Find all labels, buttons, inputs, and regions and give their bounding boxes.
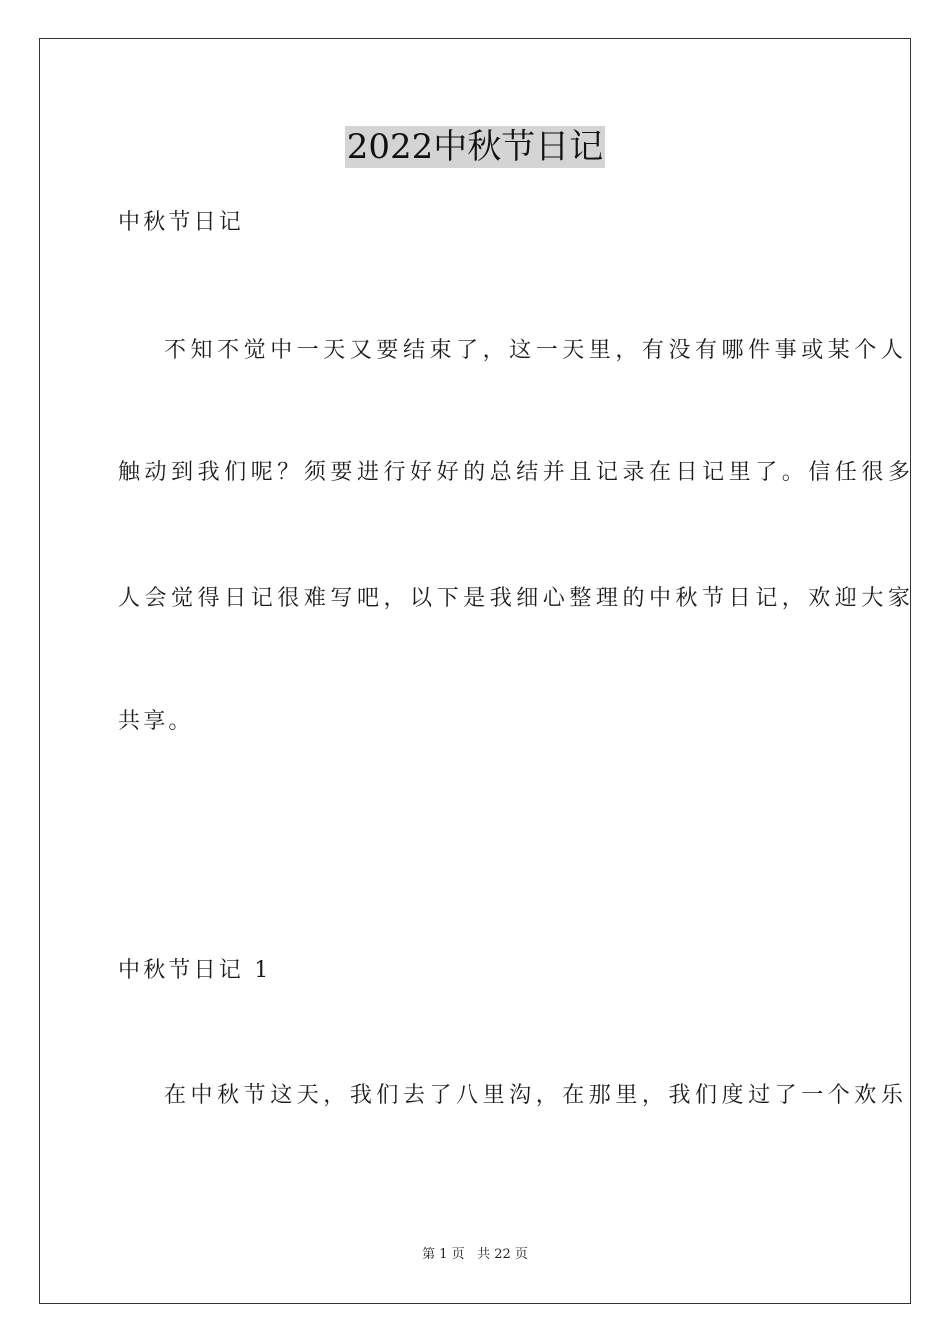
page-total: 共 22 页	[477, 1247, 528, 1262]
title-container	[0, 126, 950, 168]
section-heading: 中秋节日记	[118, 210, 245, 235]
section-heading: 中秋节日记 1	[118, 958, 272, 983]
paragraph-line: 触动到我们呢？须要进行好好的总结并且记录在日记里了。信任很多	[118, 460, 915, 485]
paragraph-line: 在中秋节这天，我们去了八里沟，在那里，我们度过了一个欢乐	[164, 1083, 908, 1108]
paragraph-line: 共享。	[118, 709, 194, 734]
page-number: 第 1 页	[422, 1247, 465, 1262]
paragraph-line: 人会觉得日记很难写吧，以下是我细心整理的中秋节日记，欢迎大家	[118, 586, 915, 611]
paragraph-line: 不知不觉中一天又要结束了，这一天里，有没有哪件事或某个人	[164, 338, 908, 363]
page-footer	[0, 1246, 950, 1264]
document-title: 2022中秋节日记	[346, 127, 604, 167]
